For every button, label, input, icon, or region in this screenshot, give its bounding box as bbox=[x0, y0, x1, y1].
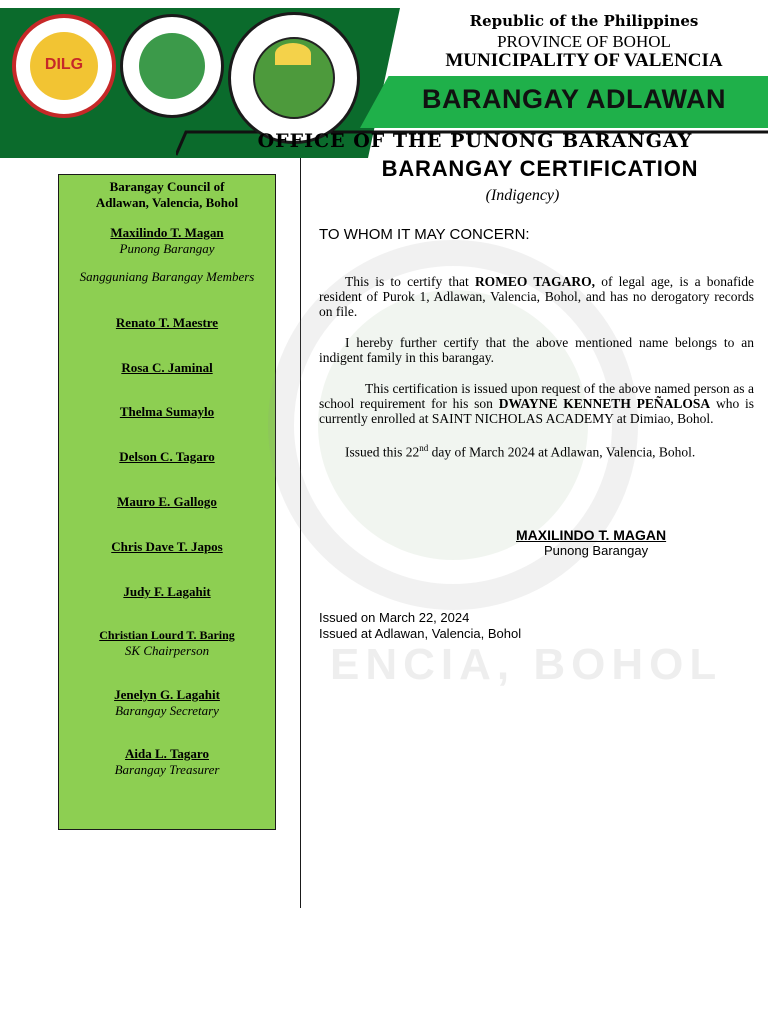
sk-chairperson-entry: Christian Lourd T. Baring SK Chairperson bbox=[99, 628, 235, 658]
captain-position: Punong Barangay bbox=[119, 241, 215, 256]
column-divider bbox=[300, 158, 301, 908]
council-member: Mauro E. Gallogo bbox=[117, 494, 217, 509]
secretary-entry: Jenelyn G. Lagahit Barangay Secretary bbox=[114, 687, 220, 718]
municipality-of-valencia-seal bbox=[120, 14, 224, 118]
council-member: Rosa C. Jaminal bbox=[121, 360, 213, 375]
signatory-position: Punong Barangay bbox=[544, 543, 649, 558]
province-heading: PROVINCE OF BOHOL bbox=[497, 32, 671, 51]
dilg-seal: DILG bbox=[12, 14, 116, 118]
issued-on: Issued on March 22, 2024 bbox=[319, 610, 470, 625]
council-title: Barangay Council of Adlawan, Valencia, Bohol bbox=[95, 179, 239, 210]
council-member: Judy F. Lagahit bbox=[123, 584, 211, 599]
council-member: Renato T. Maestre bbox=[115, 315, 219, 330]
council-member: Delson C. Tagaro bbox=[119, 449, 215, 464]
captain-name: Maxilindo T. Magan bbox=[110, 225, 224, 240]
municipality-heading: MUNICIPALITY OF VALENCIA bbox=[445, 50, 723, 71]
son-name: DWAYNE KENNETH PEÑALOSA bbox=[498, 396, 711, 411]
office-heading: OFFICE OF THE PUNONG BARANGAY bbox=[257, 130, 693, 152]
certificate-subtitle: (Indigency) bbox=[485, 187, 560, 204]
council-member: Chris Dave T. Japos bbox=[111, 539, 223, 554]
barangay-name-heading: BARANGAY ADLAWAN bbox=[421, 84, 727, 114]
barangay-adlawan-seal bbox=[228, 12, 360, 144]
salutation: TO WHOM IT MAY CONCERN: bbox=[319, 226, 530, 243]
paragraph-purpose: This certification is issued upon request of the above named person as a school requirement for his son DWAYNE KENNETH PEÑALOSA who is currently enrolled at SAINT NICHOLAS ACADEMY at Dimiao, Bohol. bbox=[319, 381, 754, 426]
republic-heading: Republic of the Philippines bbox=[469, 12, 699, 30]
watermark-lettering: ENCIA, BOHOL bbox=[330, 640, 723, 689]
issued-at: Issued at Adlawan, Valencia, Bohol bbox=[319, 626, 522, 641]
paragraph-indigency: I hereby further certify that the above mentioned name belongs to an indigent family in this barangay. bbox=[319, 335, 754, 365]
certificate-title: BARANGAY CERTIFICATION bbox=[381, 156, 699, 181]
captain-entry bbox=[59, 225, 275, 257]
council-member: Thelma Sumaylo bbox=[119, 404, 215, 419]
members-heading: Sangguniang Barangay Members bbox=[79, 269, 255, 284]
barangay-council-sidebar bbox=[58, 174, 276, 830]
treasurer-entry: Aida L. Tagaro Barangay Treasurer bbox=[114, 746, 220, 777]
paragraph-issued-date: Issued this 22nd day of March 2024 at Adlawan, Valencia, Bohol. bbox=[345, 443, 696, 460]
resident-name: ROMEO TAGARO, bbox=[474, 274, 596, 289]
signatory-name: MAXILINDO T. MAGAN bbox=[516, 527, 667, 543]
paragraph-residency: This is to certify that ROMEO TAGARO, of legal age, is a bonafide resident of Purok 1, Adlawan, Valencia, Bohol, and has no derogatory records on file. bbox=[319, 274, 754, 319]
